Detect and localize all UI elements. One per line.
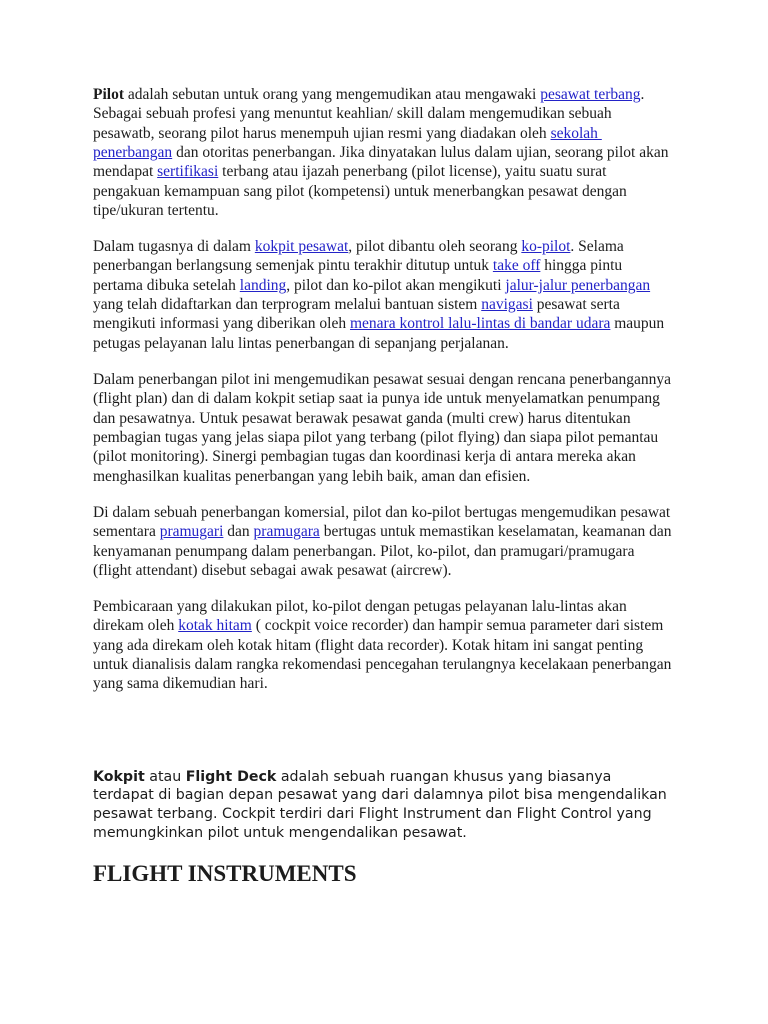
text-line [93,616,671,635]
text-line: (flight attendant) disebut sebagai awak pesawat (aircrew). [93,562,452,580]
text-segment: hingga pintu [540,257,623,275]
text-line [93,276,664,295]
text-segment: sementara [93,523,160,541]
text-segment: atau [144,768,186,785]
link-jalur-jalur-penerbangan[interactable]: jalur-jalur penerbangan [505,276,651,294]
text-segment: , pilot dibantu oleh seorang [348,238,522,256]
term-flight-deck: Flight Deck [185,768,277,785]
text-line [93,522,671,541]
text-segment: penerbangan berlangsung semenjak pintu terakhir ditutup untuk [93,257,493,275]
text-line: Sebagai sebuah profesi yang menuntut keahlian/ skill dalam mengemudikan sebuah [93,105,612,123]
text-line: menghasilkan kualitas penerbangan yang lebih baik, aman dan efisien. [93,467,531,485]
text-line: petugas pelayanan lalu lintas penerbangan di sepanjang perjalanan. [93,334,509,352]
link-pramugara[interactable]: pramugara [253,523,320,541]
text-line [93,237,664,256]
text-segment: yang telah didaftarkan dan terprogram melalui bantuan sistem [93,296,482,314]
text-line: pengakuan kemampuan sang pilot (kompetensi) untuk menerbangkan pesawat dengan [93,182,627,200]
section-heading: FLIGHT INSTRUMENTS [93,861,357,886]
text-line: (pilot monitoring). Sinergi pembagian tugas dan koordinasi kerja di antara mereka akan [93,448,636,466]
text-line: pesawat terbang. Cockpit terdiri dari Flight Instrument dan Flight Control yang [93,805,652,822]
link-sekolah-penerbangan-part1[interactable]: sekolah [550,124,602,142]
text-line: Pembicaraan yang dilakukan pilot, ko-pilot dengan petugas pelayanan lalu-lintas akan [93,598,627,616]
text-line: Di dalam sebuah penerbangan komersial, pilot dan ko-pilot bertugas mengemudikan pesawat [93,504,671,522]
text-line [93,143,668,162]
text-line: pembagian tugas yang jelas siapa pilot yang terbang (pilot flying) dan siapa pilot pemantau [93,429,659,447]
text-segment: dan otoritas penerbangan. Jika dinyatakan lulus dalam ujian, seorang pilot akan [172,144,669,162]
link-sekolah-penerbangan-part2[interactable]: penerbangan [93,144,173,162]
text-segment: pesawat serta [532,296,620,314]
text-line [93,768,667,787]
link-navigasi[interactable]: navigasi [481,296,533,314]
link-kokpit-pesawat[interactable]: kokpit pesawat [254,238,349,256]
link-menara-kontrol[interactable]: menara kontrol lalu-lintas di bandar udara [349,315,611,333]
text-segment: ( cockpit voice recorder) dan hampir semua parameter dari sistem [251,617,664,635]
text-segment: dan [223,523,254,541]
text-segment: pesawatb, seorang pilot harus menempuh ujian resmi yang diadakan oleh [93,124,551,142]
text-segment: , pilot dan ko-pilot akan mengikuti [286,276,506,294]
paragraph-pilot-duties [93,237,664,353]
paragraph-kokpit [93,768,667,843]
paragraph-black-box [93,597,671,693]
term-kokpit: Kokpit [93,768,145,785]
text-segment: . Selama [570,238,624,256]
text-line: dan pesawatnya. Untuk pesawat berawak pesawat ganda (multi crew) harus ditentukan [93,409,631,427]
link-take-off[interactable]: take off [492,257,541,275]
text-line: yang sama dikemudian hari. [93,675,268,693]
text-line: kenyamanan penumpang dalam penerbangan. Pilot, ko-pilot, dan pramugari/pramugara [93,542,635,560]
link-kotak-hitam[interactable]: kotak hitam [178,617,252,635]
text-line [93,162,668,181]
paragraph-flight-plan [93,370,671,486]
text-segment: direkam oleh [93,617,179,635]
text-line: tipe/ukuran tertentu. [93,201,219,219]
link-pesawat-terbang[interactable]: pesawat terbang [540,86,641,104]
text-line: yang ada direkam oleh kotak hitam (flight data recorder). Kotak hitam ini sangat penting [93,636,644,654]
text-line [93,256,664,275]
text-line [93,85,668,104]
text-line: memungkinkan pilot untuk mengendalikan pesawat. [93,824,467,841]
text-segment: mendapat [93,163,158,181]
text-line [93,295,664,314]
link-sertifikasi[interactable]: sertifikasi [157,163,219,181]
text-segment: adalah sebutan untuk orang yang mengemudikan atau mengawaki [124,86,541,104]
text-segment: bertugas untuk memastikan keselamatan, keamanan dan [319,523,672,541]
text-line: untuk dianalisis dalam rangka rekomendasi pencegahan terulangnya kecelakaan penerbangan [93,656,672,674]
text-segment: mengikuti informasi yang diberikan oleh [93,315,350,333]
text-segment: terbang atau ijazah penerbang (pilot license), yaitu suatu surat [218,163,607,181]
text-line: (flight plan) dan di dalam kokpit setiap saat ia punya ide untuk menyelamatkan penumpang [93,390,660,408]
link-ko-pilot[interactable]: ko-pilot [521,238,571,256]
term-pilot: Pilot [93,86,124,104]
text-segment: adalah sebuah ruangan khusus yang biasanya [276,768,612,785]
link-landing[interactable]: landing [239,276,287,294]
text-line: terdapat di bagian depan pesawat yang dari dalamnya pilot bisa mengendalikan [93,787,667,804]
link-pramugari[interactable]: pramugari [159,523,224,541]
paragraph-aircrew [93,503,671,580]
text-line [93,124,668,143]
text-line [93,314,664,333]
text-segment: Dalam tugasnya di dalam [93,238,255,256]
text-line: Dalam penerbangan pilot ini mengemudikan pesawat sesuai dengan rencana penerbangannya [93,371,672,389]
text-segment: maupun [610,315,665,333]
text-segment: pertama dibuka setelah [93,276,240,294]
text-segment: . [640,86,645,104]
paragraph-pilot-definition [93,85,668,220]
